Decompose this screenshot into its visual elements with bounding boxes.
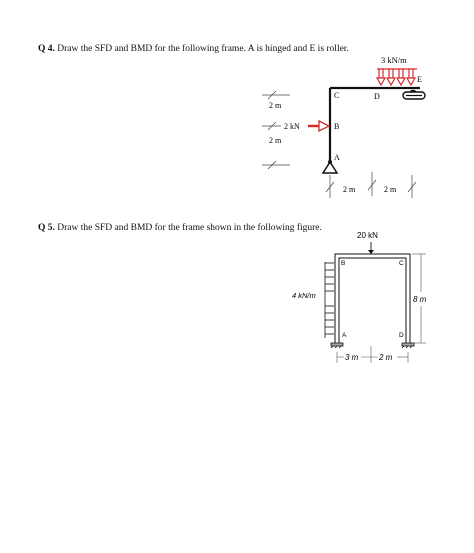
q5-text: Draw the SFD and BMD for the frame shown in the following figure. — [57, 223, 322, 233]
q4-label-a: A — [334, 153, 340, 162]
q4-dim-span-left: 2 m — [343, 185, 356, 194]
q5-label-b: B — [341, 260, 346, 267]
q5-frame-members — [335, 254, 410, 343]
q5-udl-arrows — [325, 262, 334, 338]
q5-label-d: D — [399, 332, 404, 339]
q4-label-c: C — [334, 91, 340, 100]
q4-point-load-label: 2 kN — [284, 122, 300, 131]
q4-number: Q 4. — [38, 44, 55, 54]
q5-point-load-label: 20 kN — [357, 231, 378, 240]
q4-dim-upper: 2 m — [269, 101, 282, 110]
q4-udl-label: 3 kN/m — [381, 55, 407, 65]
q5-label-a: A — [342, 332, 347, 339]
q5-number: Q 5. — [38, 223, 55, 233]
q4-label-d: D — [374, 92, 380, 101]
q4-label-b: B — [334, 122, 340, 131]
q5-point-load-arrow — [368, 242, 374, 254]
q5-span-left-label: 3 m — [345, 353, 359, 362]
q5-height-label: 8 m — [413, 295, 427, 304]
q5-label-c: C — [399, 260, 404, 267]
q5-span-right-label: 2 m — [379, 353, 393, 362]
q4-text: Draw the SFD and BMD for the following frame. A is hinged and E is roller. — [57, 44, 349, 54]
q4-dim-lower: 2 m — [269, 136, 282, 145]
q5-support-a — [331, 343, 343, 348]
q5-support-d — [402, 343, 414, 348]
q4-label-e: E — [417, 75, 422, 84]
q5-udl-label: 4 kN/m — [292, 291, 316, 300]
q4-dim-span-right: 2 m — [384, 185, 397, 194]
